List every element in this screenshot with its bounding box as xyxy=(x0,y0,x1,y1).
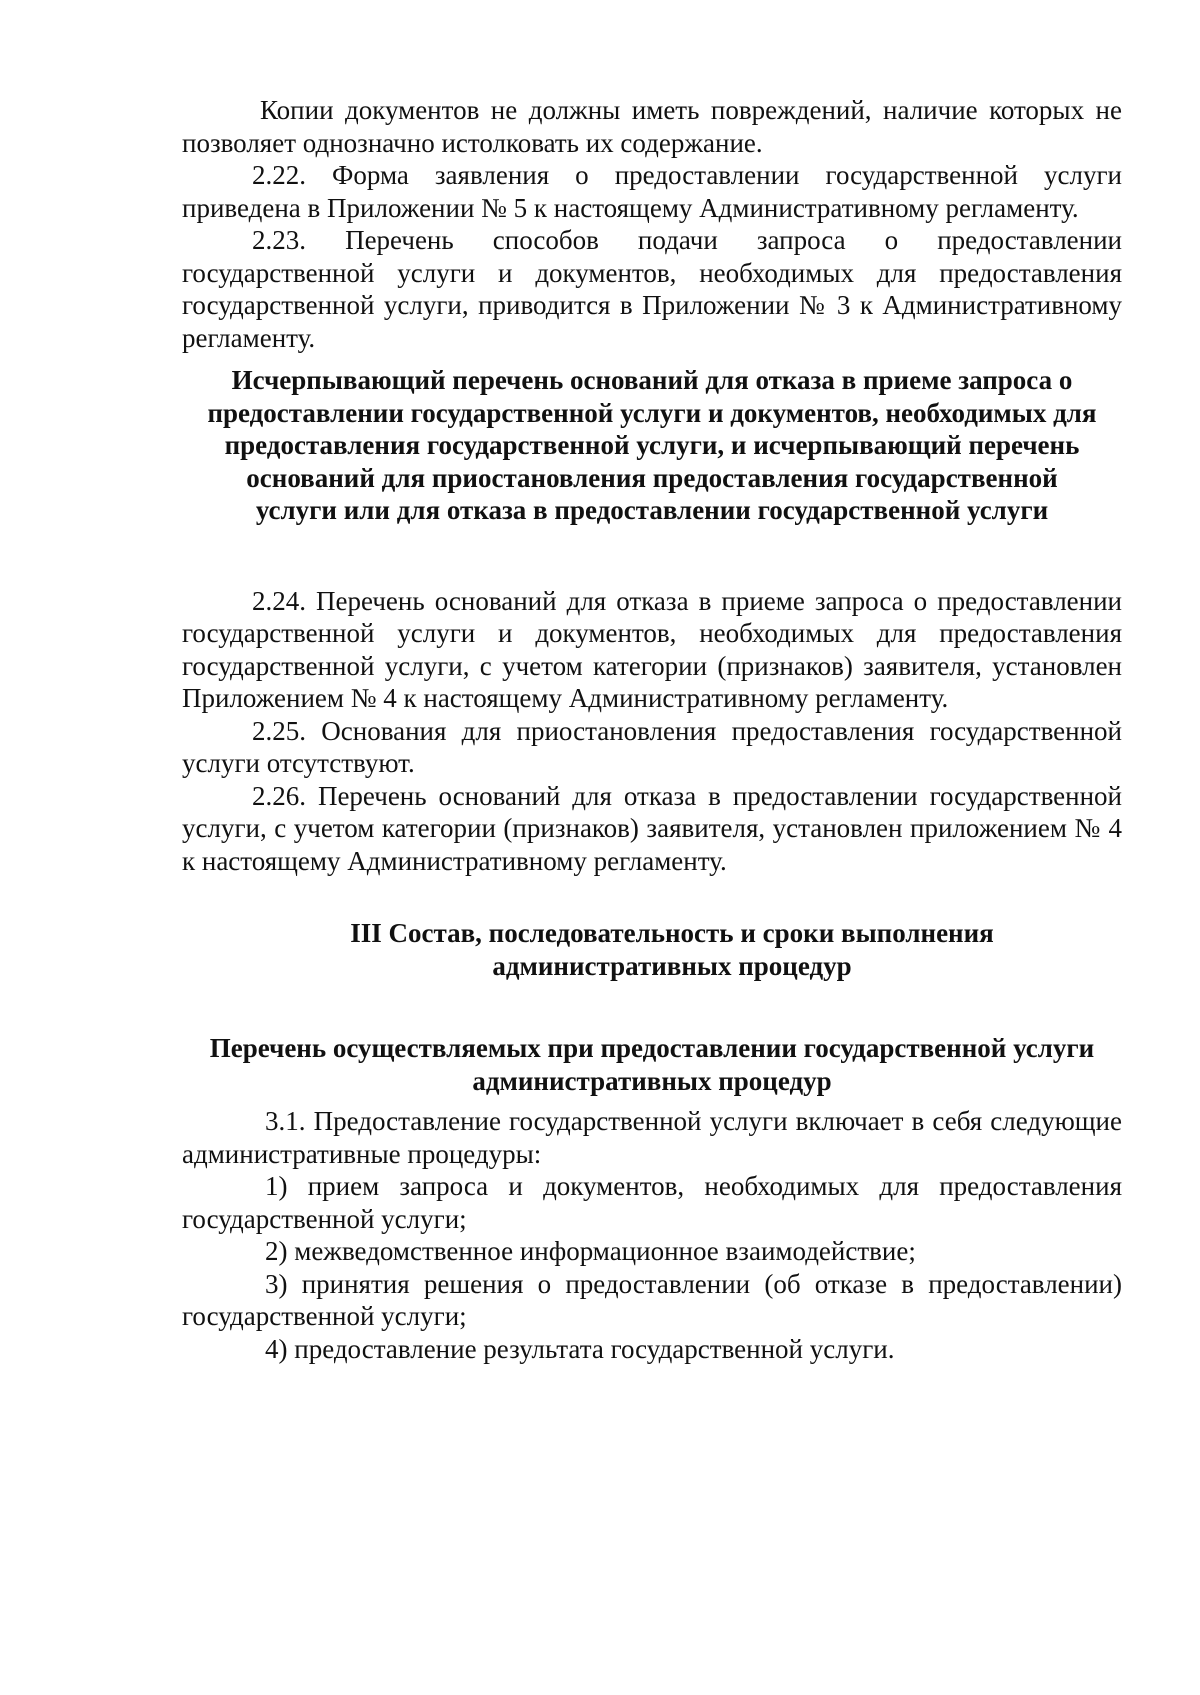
heading-line: административных процедур xyxy=(472,1065,832,1096)
heading-line: III Состав, последовательность и сроки выполнения xyxy=(350,918,994,948)
heading-line: оснований для приостановления предоставления государственной xyxy=(246,462,1058,493)
heading-line: услуги или для отказа в предоставлении государственной услуги xyxy=(255,495,1049,525)
heading-line: административных процедур xyxy=(492,950,852,981)
list-item: 3) принятия решения о предоставлении (об отказе в предоставлении) государственной услуги; xyxy=(182,1268,1122,1331)
paragraph-3-1: 3.1. Предоставление государственной услуги включает в себя следующие административные процедуры: xyxy=(182,1106,1122,1169)
paragraph-2-26: 2.26. Перечень оснований для отказа в предоставлении государственной услуги, с учетом категории (признаков) заявителя, установлен приложением № 4 к настоящему Административному регламенту. xyxy=(182,780,1122,876)
heading-line: предоставления государственной услуги, и исчерпывающий перечень xyxy=(224,430,1080,460)
heading-section-iii xyxy=(182,917,1122,982)
heading-procedures-list xyxy=(182,1032,1122,1097)
heading-line: предоставлении государственной услуги и документов, необходимых для xyxy=(207,397,1097,428)
heading-line: Исчерпывающий перечень оснований для отказа в приеме запроса о xyxy=(231,365,1073,395)
list-item: 1) прием запроса и документов, необходимых для предоставления государственной услуги; xyxy=(182,1171,1122,1234)
document-body xyxy=(182,94,1122,1365)
paragraph-copies: Копии документов не должны иметь повреждений, наличие которых не позволяет однозначно истолковать их содержание. xyxy=(182,95,1122,158)
list-item: 4) предоставление результата государственной услуги. xyxy=(265,1333,895,1364)
paragraph-2-25: 2.25. Основания для приостановления предоставления государственной услуги отсутствуют. xyxy=(182,715,1122,778)
paragraph-2-24: 2.24. Перечень оснований для отказа в приеме запроса о предоставлении государственной услуги и документов, необходимых для предоставления государственной услуги, с учетом категории (признаков) заявителя, установлен Приложением № 4 к настоящему Административному регламенту. xyxy=(182,585,1122,713)
heading-refusal-grounds xyxy=(182,364,1122,527)
paragraph-2-22: 2.22. Форма заявления о предоставлении государственной услуги приведена в Приложении № 5 к настоящему Административному регламенту. xyxy=(182,160,1122,223)
heading-line: Перечень осуществляемых при предоставлении государственной услуги xyxy=(209,1033,1095,1063)
paragraph-2-23: 2.23. Перечень способов подачи запроса о предоставлении государственной услуги и документов, необходимых для предоставления государственной услуги, приводится в Приложении № 3 к Административному регламенту. xyxy=(182,225,1122,353)
list-item: 2) межведомственное информационное взаимодействие; xyxy=(265,1236,916,1266)
